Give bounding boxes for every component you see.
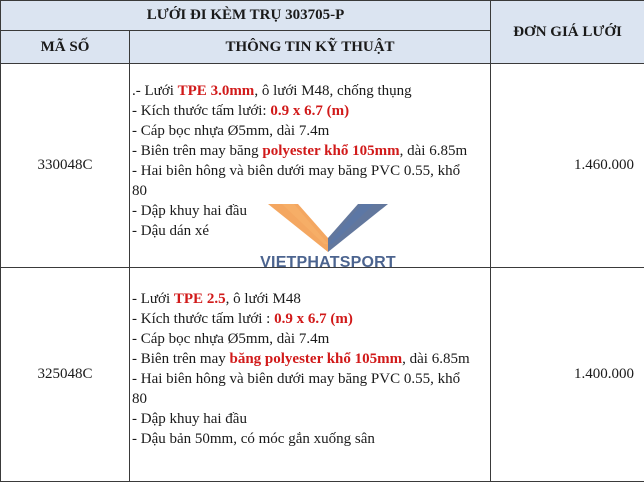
table-title: LƯỚI ĐI KÈM TRỤ 303705-P [1, 1, 491, 31]
header-spec: THÔNG TIN KỸ THUẬT [130, 31, 491, 64]
watermark-text: VIETPHATSPORT [260, 254, 396, 271]
spec-text: - Dậu bản 50mm, có móc gắn xuống sân [132, 431, 375, 447]
spec-text: 80 [132, 391, 147, 407]
table-row [1, 268, 644, 482]
spec-highlight: TPE 2.5 [173, 291, 226, 307]
spec-line [132, 309, 486, 329]
spec-highlight: 0.9 x 6.7 (m) [270, 103, 350, 119]
spec-text: - Hai biên hông và biên dưới may băng PVC 0.55, khổ [132, 163, 461, 179]
spec-line [132, 221, 486, 241]
unit-price: 1.400.000 [491, 268, 644, 482]
spec-text: 80 [132, 183, 147, 199]
spec-text: - Dập khuy hai đầu [132, 203, 247, 219]
spec-line [132, 429, 486, 449]
spec-text: , ô lưới M48, chống thụng [254, 83, 412, 99]
spec-cell [130, 64, 491, 268]
spec-line [132, 389, 486, 409]
spec-text: - Kích thước tấm lưới : [132, 311, 275, 327]
spec-line [132, 181, 486, 201]
spec-line [132, 201, 486, 221]
spec-text: - Lưới [132, 291, 174, 307]
header-price: ĐƠN GIÁ LƯỚI [491, 1, 644, 64]
spec-text: - Cáp bọc nhựa Ø5mm, dài 7.4m [132, 123, 330, 139]
spec-line [132, 349, 486, 369]
spec-highlight: TPE 3.0mm [177, 83, 255, 99]
spec-text: - Kích thước tấm lưới: [132, 103, 271, 119]
spec-line [132, 289, 486, 309]
spec-text: - Cáp bọc nhựa Ø5mm, dài 7.4m [132, 331, 330, 347]
unit-price: 1.460.000 [491, 64, 644, 268]
spec-text: , dài 6.85m [399, 143, 468, 159]
spec-text: , ô lưới M48 [225, 291, 301, 307]
spec-text: - Biên trên may [132, 351, 230, 367]
spec-highlight: 0.9 x 6.7 (m) [274, 311, 353, 327]
spec-text: - Biên trên may băng [132, 143, 263, 159]
spec-text: , dài 6.85m [402, 351, 470, 367]
spec-line [132, 161, 486, 181]
spec-highlight: polyester khổ 105mm [262, 143, 400, 159]
spec-line [132, 409, 486, 429]
spec-highlight: băng polyester khổ 105mm [229, 351, 403, 367]
spec-text: .- Lưới [132, 83, 178, 99]
header-code: MÃ SỐ [1, 31, 130, 64]
spec-text: - Dập khuy hai đầu [132, 411, 247, 427]
spec-line [132, 329, 486, 349]
spec-line [132, 141, 486, 161]
spec-line [132, 81, 486, 101]
spec-cell [130, 268, 491, 482]
spec-line [132, 369, 486, 389]
table-row [1, 64, 644, 268]
spec-line [132, 101, 486, 121]
product-code: 330048C [1, 64, 130, 268]
spec-line [132, 121, 486, 141]
spec-text: - Dậu dán xé [132, 223, 210, 239]
product-code: 325048C [1, 268, 130, 482]
spec-text: - Hai biên hông và biên dưới may băng PVC 0.55, khổ [132, 371, 461, 387]
